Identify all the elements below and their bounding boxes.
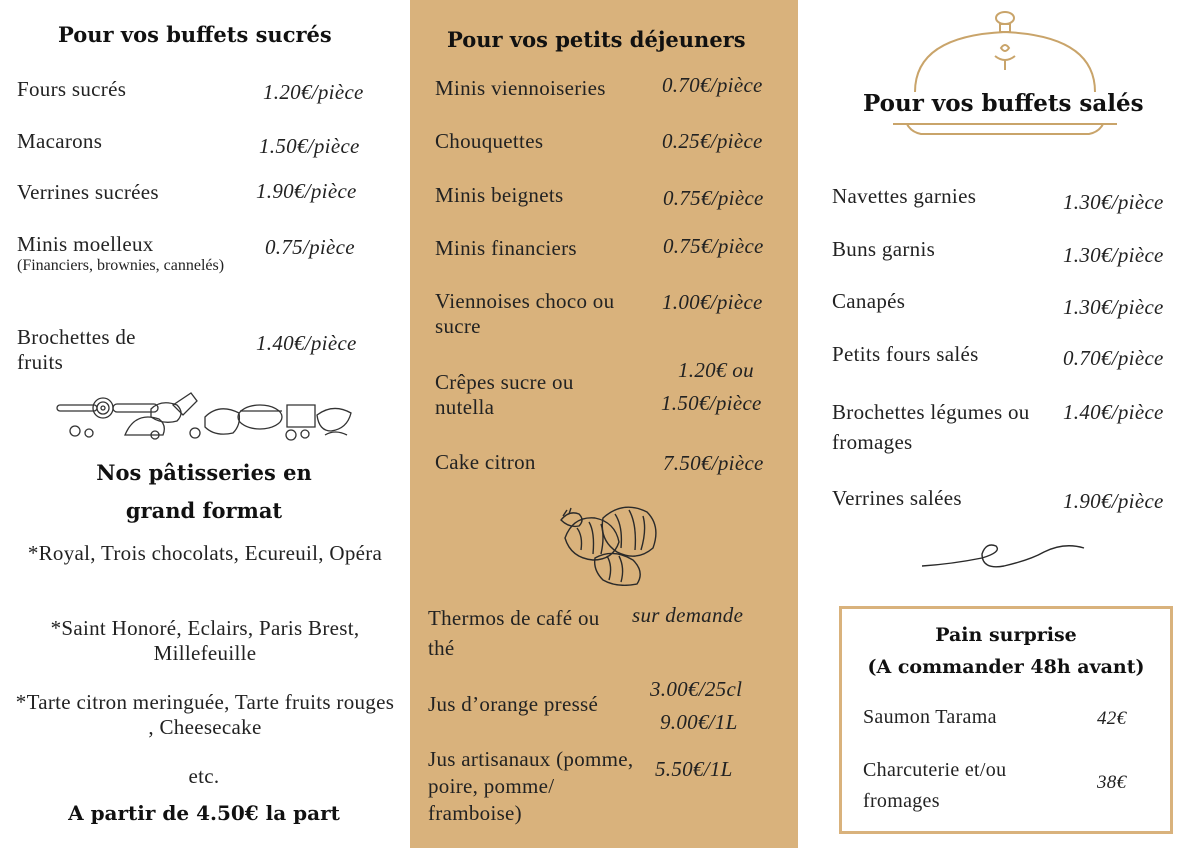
pain-surprise-item-price: 38€	[1097, 772, 1127, 793]
pastries-etc: etc.	[188, 764, 220, 788]
sweet-item-name: Minis moelleux	[17, 232, 154, 256]
sweet-item-price: 1.20€/pièce	[263, 80, 364, 104]
sweet-item-note: (Financiers, brownies, cannelés)	[17, 257, 225, 274]
sweet-item-name: Fours sucrés	[17, 77, 127, 101]
pastries-price-note: A partir de 4.50€ la part	[68, 801, 340, 825]
savory-item-name: Petits fours salés	[832, 342, 979, 366]
breakfast-title: Pour vos petits déjeuners	[447, 27, 746, 52]
breakfast-item-price: 7.50€/pièce	[663, 451, 764, 475]
savory-item-name: Canapés	[832, 289, 906, 313]
drink-item-price: 9.00€/1L	[660, 710, 738, 734]
savory-item-name: Verrines salées	[832, 486, 962, 510]
breakfast-item-name: Minis viennoiseries	[435, 76, 606, 100]
pain-surprise-item-name: Saumon Tarama	[863, 706, 997, 728]
breakfast-item-name: Crêpes sucre ou nutella	[435, 370, 574, 419]
breakfast-item-price: 0.75€/pièce	[663, 234, 764, 258]
breakfast-item-price: 0.75€/pièce	[663, 186, 764, 210]
breakfast-item-name: Minis beignets	[435, 183, 564, 207]
pastries-title-line1: Nos pâtisseries en	[96, 460, 312, 485]
savory-item-price: 0.70€/pièce	[1063, 346, 1164, 370]
pastries-title-line2: grand format	[125, 498, 283, 523]
breakfast-item-price: 1.00€/pièce	[662, 290, 763, 314]
breakfast-item-price: 0.70€/pièce	[662, 73, 763, 97]
savory-item-name: Buns garnis	[832, 237, 936, 261]
cloche-icon	[885, 6, 1125, 141]
pain-surprise-title-line1: Pain surprise	[935, 624, 1077, 646]
flourish-divider	[920, 540, 1095, 580]
breakfast-item-name: Minis financiers	[435, 236, 577, 260]
drink-item-price: sur demande	[632, 603, 744, 627]
sweet-buffet-column	[0, 0, 410, 848]
breakfast-item-name: Cake citron	[435, 450, 536, 474]
breakfast-item-name: Viennoises choco ou sucre	[435, 289, 615, 338]
sweet-item-name: Brochettes de fruits	[17, 325, 136, 374]
breakfast-item-price: 1.50€/pièce	[661, 391, 762, 415]
savory-buffet-title: Pour vos buffets salés	[863, 90, 1144, 117]
sweet-item-name: Macarons	[17, 129, 103, 153]
pastries-line: *Royal, Trois chocolats, Ecureuil, Opéra	[27, 541, 383, 565]
baking-tools-illustration	[55, 387, 355, 443]
drink-item-price: 3.00€/25cl	[650, 677, 743, 701]
drink-item-price: 5.50€/1L	[655, 757, 733, 781]
savory-item-price: 1.90€/pièce	[1063, 489, 1164, 513]
savory-item-price: 1.40€/pièce	[1063, 400, 1164, 424]
savory-item-price: 1.30€/pièce	[1063, 190, 1164, 214]
sweet-buffet-title: Pour vos buffets sucrés	[58, 22, 332, 47]
sweet-item-price: 1.50€/pièce	[259, 134, 360, 158]
pain-surprise-title-line2: (A commander 48h avant)	[867, 656, 1145, 678]
drink-item-name: Jus d’orange pressé	[428, 692, 599, 716]
pastries-line: *Tarte citron meringuée, Tarte fruits rouges , Cheesecake	[15, 690, 395, 739]
pastries-line: *Saint Honoré, Eclairs, Paris Brest, Millefeuille	[50, 616, 360, 665]
drink-item-name: Thermos de café ou thé	[428, 606, 600, 660]
drink-item-name: Jus artisanaux (pomme, poire, pomme/ framboise)	[428, 747, 634, 825]
pain-surprise-item-price: 42€	[1097, 708, 1127, 729]
sweet-item-price: 0.75/pièce	[265, 235, 355, 259]
pain-surprise-item-name: Charcuterie et/ou fromages	[863, 759, 1007, 812]
breakfast-item-price: 0.25€/pièce	[662, 129, 763, 153]
sweet-item-price: 1.40€/pièce	[256, 331, 357, 355]
breakfast-column	[410, 0, 798, 848]
savory-item-name: Navettes garnies	[832, 184, 977, 208]
sweet-item-name: Verrines sucrées	[17, 180, 159, 204]
sweet-item-price: 1.90€/pièce	[256, 179, 357, 203]
savory-item-price: 1.30€/pièce	[1063, 243, 1164, 267]
breakfast-item-name: Chouquettes	[435, 129, 544, 153]
savory-item-price: 1.30€/pièce	[1063, 295, 1164, 319]
breakfast-item-price: 1.20€ ou	[678, 358, 754, 382]
croissants-illustration	[555, 498, 670, 586]
savory-item-name: Brochettes légumes ou fromages	[832, 400, 1030, 454]
